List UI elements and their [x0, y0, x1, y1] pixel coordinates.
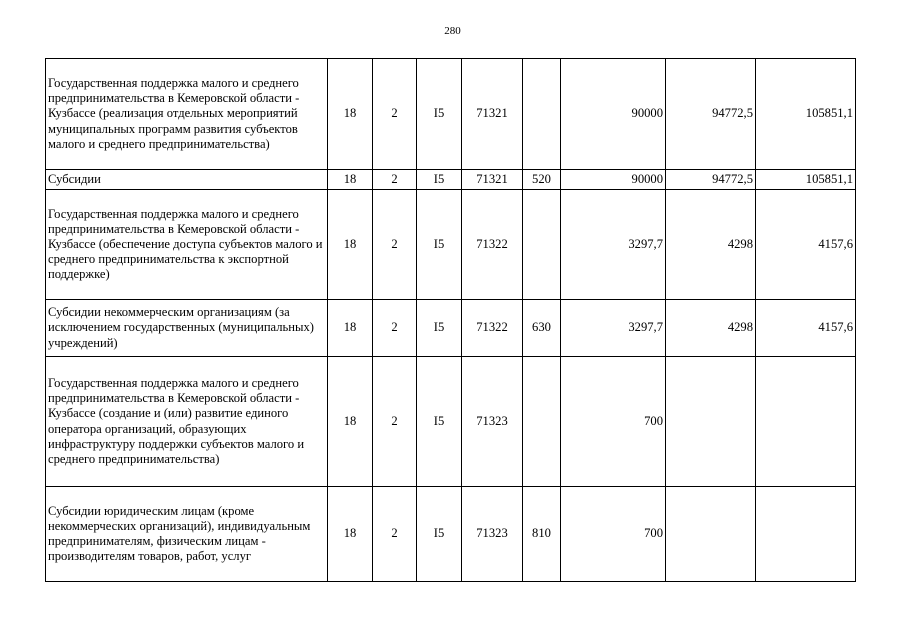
table-row: [46, 170, 856, 190]
amount-year-1: 3297,7: [561, 300, 666, 357]
section-code: 2: [373, 487, 417, 582]
row-name: Государственная поддержка малого и среднего предпринимательства в Кемеровской области - Кузбассе (обеспечение доступа субъектов малого и среднего предпринимательства к экспортной поддержке): [46, 190, 328, 300]
budget-table: [45, 58, 856, 582]
section-code: 2: [373, 300, 417, 357]
expense-type-code: 810: [523, 487, 561, 582]
amount-year-2: 94772,5: [666, 170, 756, 190]
expense-type-code: [523, 59, 561, 170]
ministry-code: 18: [328, 190, 373, 300]
section-code: 2: [373, 59, 417, 170]
target-article-code: 71323: [462, 357, 523, 487]
ministry-code: 18: [328, 487, 373, 582]
row-name: Субсидии: [46, 170, 328, 190]
amount-year-1: 700: [561, 357, 666, 487]
amount-year-2: 4298: [666, 300, 756, 357]
subsection-code: I5: [417, 487, 462, 582]
amount-year-3: 4157,6: [756, 190, 856, 300]
ministry-code: 18: [328, 357, 373, 487]
subsection-code: I5: [417, 170, 462, 190]
target-article-code: 71322: [462, 300, 523, 357]
amount-year-1: 3297,7: [561, 190, 666, 300]
subsection-code: I5: [417, 357, 462, 487]
row-name: Государственная поддержка малого и среднего предпринимательства в Кемеровской области - Кузбассе (создание и (или) развитие единого оператора организаций, образующих инфраструктуру поддержки субъектов малого и среднего предпринимательства): [46, 357, 328, 487]
expense-type-code: 520: [523, 170, 561, 190]
target-article-code: 71323: [462, 487, 523, 582]
amount-year-3: 4157,6: [756, 300, 856, 357]
expense-type-code: 630: [523, 300, 561, 357]
row-name: Государственная поддержка малого и среднего предпринимательства в Кемеровской области - Кузбассе (реализация отдельных мероприятий муниципальных программ развития субъектов малого и среднего предпринимательства): [46, 59, 328, 170]
target-article-code: 71321: [462, 170, 523, 190]
subsection-code: I5: [417, 300, 462, 357]
subsection-code: I5: [417, 59, 462, 170]
amount-year-3: 105851,1: [756, 59, 856, 170]
amount-year-2: [666, 487, 756, 582]
ministry-code: 18: [328, 59, 373, 170]
amount-year-1: 700: [561, 487, 666, 582]
table-row: [46, 190, 856, 300]
amount-year-2: 94772,5: [666, 59, 756, 170]
expense-type-code: [523, 190, 561, 300]
table-row: [46, 300, 856, 357]
expense-type-code: [523, 357, 561, 487]
amount-year-2: [666, 357, 756, 487]
amount-year-1: 90000: [561, 170, 666, 190]
page-number: 280: [444, 25, 461, 37]
amount-year-1: 90000: [561, 59, 666, 170]
table-row: [46, 59, 856, 170]
amount-year-3: [756, 487, 856, 582]
amount-year-2: 4298: [666, 190, 756, 300]
ministry-code: 18: [328, 300, 373, 357]
section-code: 2: [373, 170, 417, 190]
row-name: Субсидии некоммерческим организациям (за исключением государственных (муниципальных) учреждений): [46, 300, 328, 357]
target-article-code: 71321: [462, 59, 523, 170]
row-name: Субсидии юридическим лицам (кроме некоммерческих организаций), индивидуальным предпринимателям, физическим лицам - производителям товаров, работ, услуг: [46, 487, 328, 582]
amount-year-3: 105851,1: [756, 170, 856, 190]
table-row: [46, 357, 856, 487]
target-article-code: 71322: [462, 190, 523, 300]
subsection-code: I5: [417, 190, 462, 300]
table-row: [46, 487, 856, 582]
section-code: 2: [373, 190, 417, 300]
ministry-code: 18: [328, 170, 373, 190]
section-code: 2: [373, 357, 417, 487]
amount-year-3: [756, 357, 856, 487]
